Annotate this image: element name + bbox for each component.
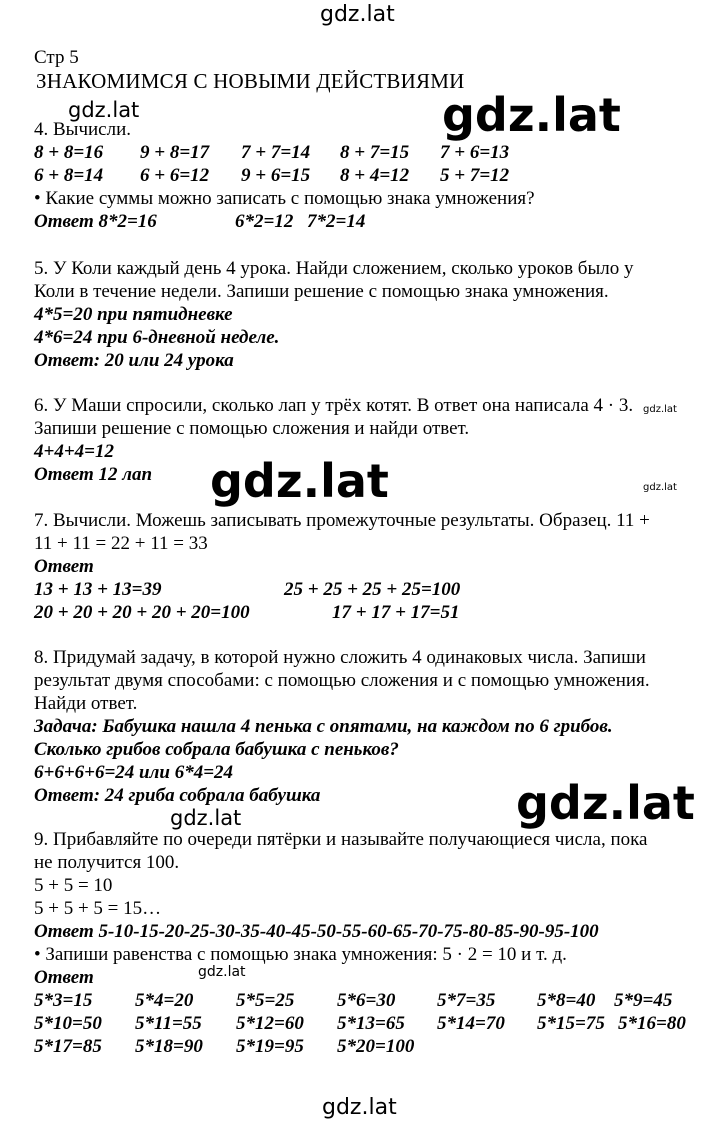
equation: 8 + 8=16	[34, 142, 104, 163]
equation: 9 + 6=15	[241, 165, 311, 186]
equation: 5*17=85	[34, 1036, 102, 1057]
equation: 5*19=95	[236, 1036, 304, 1057]
task9-text-1: 9. Прибавляйте по очереди пятёрки и называйте получающиеся числа, пока	[34, 829, 648, 850]
equation: 5*6=30	[337, 990, 396, 1011]
equation: 5*5=25	[236, 990, 295, 1011]
equation: 25 + 25 + 25 + 25=100	[284, 579, 461, 600]
task8-text-3: Найди ответ.	[34, 693, 138, 714]
watermark: gdz.lat	[198, 964, 246, 980]
equation: 5*7=35	[437, 990, 496, 1011]
watermark: gdz.lat	[68, 98, 140, 122]
task4-question: • Какие суммы можно записать с помощью знака умножения?	[34, 188, 535, 209]
equation: 6 + 8=14	[34, 165, 104, 186]
task7-answer-label: Ответ	[34, 556, 94, 577]
equation: 5*8=40	[537, 990, 596, 1011]
section-title: ЗНАКОМИМСЯ С НОВЫМИ ДЕЙСТВИЯМИ	[36, 69, 465, 93]
equation: 5 + 7=12	[440, 165, 510, 186]
answer-text: 6*2=12	[235, 211, 294, 232]
task6-text-1: 6. У Маши спросили, сколько лап у трёх котят. В ответ она написала 4 · 3.	[34, 395, 634, 416]
equation: 5*14=70	[437, 1013, 505, 1034]
equation: 5*4=20	[135, 990, 194, 1011]
task9-answer-label: Ответ	[34, 967, 94, 988]
equation: 6 + 6=12	[140, 165, 210, 186]
equation: 8 + 7=15	[340, 142, 410, 163]
watermark-top: gdz.lat	[320, 2, 395, 27]
answer-text: Ответ 8*2=16	[34, 211, 157, 232]
task8-answer: Ответ: 24 гриба собрала бабушка	[34, 785, 321, 806]
equation: 5*9=45	[614, 990, 673, 1011]
equation: 5*13=65	[337, 1013, 405, 1034]
task5-answer: Ответ: 20 или 24 урока	[34, 350, 234, 371]
task9-text-3: 5 + 5 = 10	[34, 875, 113, 896]
task6-answer: Ответ 12 лап	[34, 464, 153, 485]
task5-text-2: Коли в течение недели. Запиши решение с помощью знака умножения.	[34, 281, 609, 302]
page-number: Стр 5	[34, 47, 79, 68]
task7-text-2: 11 + 11 = 22 + 11 = 33	[34, 533, 208, 554]
task8-text-1: 8. Придумай задачу, в которой нужно сложить 4 одинаковых числа. Запиши	[34, 647, 646, 668]
task9-text-2: не получится 100.	[34, 852, 180, 873]
task8-solution-2: Сколько грибов собрала бабушка с пеньков?	[34, 739, 399, 760]
answer-text: 7*2=14	[307, 211, 366, 232]
task5-solution-1: 4*5=20 при пятидневке	[34, 304, 233, 325]
equation: 7 + 6=13	[440, 142, 510, 163]
equation: 5*12=60	[236, 1013, 304, 1034]
task6-solution: 4+4+4=12	[34, 441, 114, 462]
task4-prompt: 4. Вычисли.	[34, 119, 131, 140]
task6-text-2: Запиши решение с помощью сложения и найди ответ.	[34, 418, 470, 439]
equation: 17 + 17 + 17=51	[332, 602, 460, 623]
watermark: gdz.lat	[170, 806, 242, 830]
watermark: gdz.lat	[442, 88, 621, 142]
task8-solution-3: 6+6+6+6=24 или 6*4=24	[34, 762, 234, 783]
task8-solution-1: Задача: Бабушка нашла 4 пенька с опятами, на каждом по 6 грибов.	[34, 716, 613, 737]
equation: 5*10=50	[34, 1013, 102, 1034]
equation: 5*20=100	[337, 1036, 415, 1057]
watermark-bottom: gdz.lat	[322, 1095, 397, 1120]
equation: 20 + 20 + 20 + 20 + 20=100	[34, 602, 250, 623]
equation: 7 + 7=14	[241, 142, 311, 163]
task9-answer-sequence: Ответ 5-10-15-20-25-30-35-40-45-50-55-60-65-70-75-80-85-90-95-100	[34, 921, 599, 942]
equation: 5*3=15	[34, 990, 93, 1011]
equation: 5*18=90	[135, 1036, 203, 1057]
watermark: gdz.lat	[643, 482, 677, 493]
task8-text-2: результат двумя способами: с помощью сложения и с помощью умножения.	[34, 670, 650, 691]
equation: 5*11=55	[135, 1013, 202, 1034]
task7-text-1: 7. Вычисли. Можешь записывать промежуточные результаты. Образец. 11 +	[34, 510, 650, 531]
task5-solution-2: 4*6=24 при 6-дневной неделе.	[34, 327, 280, 348]
task5-text-1: 5. У Коли каждый день 4 урока. Найди сложением, сколько уроков было у	[34, 258, 634, 279]
equation: 5*15=75	[537, 1013, 605, 1034]
equation: 5*16=80	[618, 1013, 686, 1034]
watermark: gdz.lat	[643, 404, 677, 415]
task9-question: • Запиши равенства с помощью знака умножения: 5 · 2 = 10 и т. д.	[34, 944, 567, 965]
equation: 9 + 8=17	[140, 142, 210, 163]
equation: 13 + 13 + 13=39	[34, 579, 162, 600]
equation: 8 + 4=12	[340, 165, 410, 186]
task9-text-4: 5 + 5 + 5 = 15…	[34, 898, 162, 919]
watermark: gdz.lat	[210, 454, 389, 508]
watermark: gdz.lat	[516, 776, 695, 830]
